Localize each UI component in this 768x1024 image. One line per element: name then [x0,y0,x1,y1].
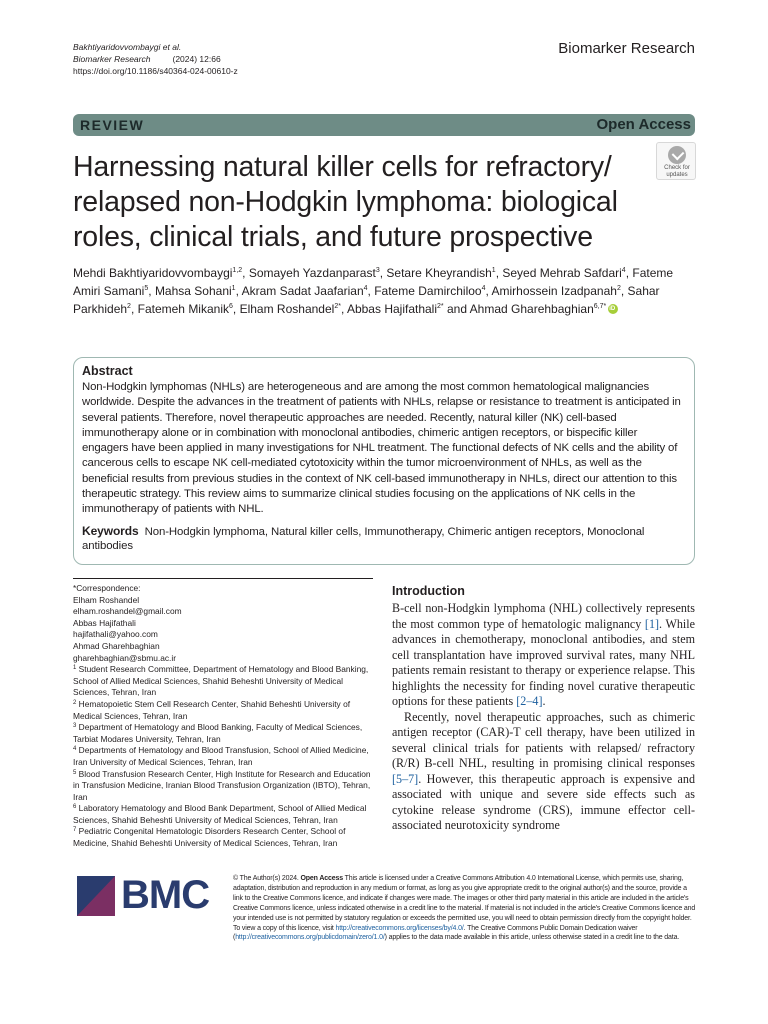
journal-name: Biomarker Research [558,40,695,57]
affiliation-list [73,664,373,850]
author-name[interactable]: Abbas Hajifathali$^{2*}$ [346,302,444,316]
correspondence-line[interactable]: gharehbaghian@sbmu.ac.ir [73,652,177,663]
citation-link[interactable]: [1] [644,616,660,631]
orcid-icon[interactable] [608,304,618,314]
author-name[interactable]: Somayeh Yazdanparast$^3$ [248,266,380,280]
correspondence-contacts [73,595,373,665]
author-list: Mehdi Bakhtiyaridovvombaygi$^{1,2}$, Somayeh Yazdanparast$^3$, Setare Kheyrandish$^1$, Seyed Mehrab Safdari$^4$, Fateme Amiri Samani$^5$, Mahsa Sohani$^1$, Akram Sadat Jaafarian$^4$, Fateme Damirchiloo$^4$, Amirhossein Izadpanah$^2$, Sahar Parkhideh$^2$, Fatemeh Mikanik$^6$, Elham Roshandel$^{2*}$, Abbas Hajifathali$^{2*}$ and Ahmad Gharehbaghian$^{6,7*}$iD [73,264,698,318]
author-affiliation-ref: 1 [491,267,496,274]
abstract-text: Non-Hodgkin lymphomas (NHLs) are heterogeneous and are among the most common hematological malignancies worldwide. Despite the advances in the treatment of patients with NHLs, relapse or resistance to treatment is anticipated in several patients. Therefore, novel therapeutic approaches are needed. Recently, natural killer (NK) cell-based immunotherapy alone or in combination with monoclonal antibodies, chimeric antigen receptors, or bispecific killer engagers have been applied in many investigations for NHL treatment. The functional defects of NK cells and the ability of cancerous cells to escape NK cell-mediated cytotoxicity within the tumor microenvironment of NHLs, as well as the beneficial results from previous studies in the context of NK cell-based immunotherapy in NHLs, direct our attention to this therapeutic strategy. This review aims to summarize clinical studies focusing on the applications of NK cells in the immunotherapy of patients with NHL. [82,381,681,516]
author-affiliation-ref: 4 [621,267,626,274]
affiliation-item: $^7$ Pediatric Congenital Hematologic Disorders Research Center, School of Medicine, Shahid Beheshti University of Medical Sciences, Tehran, Iran [73,826,346,849]
check-updates-line1: Check for [664,165,690,171]
affiliation-number: 2 [73,699,77,706]
correspondence-line: Elham Roshandel [73,594,140,605]
author-name[interactable]: Elham Roshandel$^{2*}$ [239,302,341,316]
author-name[interactable]: Mahsa Sohani$^1$ [154,284,236,298]
author-name[interactable]: Akram Sadat Jaafarian$^4$ [241,284,368,298]
author-name[interactable]: Ahmad Gharehbaghian$^{6,7*}$ [469,302,607,316]
article-type-banner [73,114,695,136]
affiliation-item: $^2$ Hematopoietic Stem Cell Research Center, Shahid Beheshti University of Medical Sciences, Tehran, Iran [73,698,351,721]
license-link[interactable]: http://creativecommons.org/licenses/by/4.0/ [335,924,464,932]
header-doi[interactable]: https://doi.org/10.1186/s40364-024-00610-z [73,66,238,76]
author-affiliation-ref: 4 [481,285,486,292]
introduction-paragraph-2: Recently, novel therapeutic approaches, such as chimeric antigen receptor (CAR)-T cell therapy, have been utilized in several clinical trials for patients with relapsed/ refractory (R/R) B-cell NHL, resulting in promising clinical responses [5–7]. However, this therapeutic approach is expensive and associated with unique and severe side effects such as cytokine release syndrome (CRS), immune effector cell-associated neurotoxicity syndrome [392,709,695,832]
check-updates-line2: updates [666,172,688,178]
license-statement: © The Author(s) 2024. Open Access This article is licensed under a Creative Commons Attribution 4.0 International License, which permits use, sharing, adaptation, distribution and reproduction in any medium or format, as long as you give appropriate credit to the original author(s) and the source, provide a link to the Creative Commons licence, and indicate if changes were made. The images or other third party material in this article are included in the article's Creative Commons licence, unless indicated otherwise in a credit line to the material. If material is not included in the article's Creative Commons licence and your intended use is not permitted by statutory regulation or exceeds the permitted use, you will need to obtain permission directly from the copyright holder. To view a copy of this licence, visit http://creativecommons.org/licenses/by/4.0/. The Creative Commons Public Domain Dedication waiver (http://creativecommons.org/publicdomain/zero/1.0/) applies to the data made available in this article, unless otherwise stated in a credit line to the data. [233,875,696,942]
author-name[interactable]: Amirhossein Izadpanah$^2$ [491,284,621,298]
header-journal: Biomarker Research [73,54,151,64]
author-affiliation-ref: 4 [363,285,368,292]
affiliation-item: $^1$ Student Research Committee, Department of Hematology and Blood Banking, School of Allied Medical Sciences, Shahid Beheshti University of Medical Sciences, Tehran, Iran [73,664,369,698]
author-affiliation-ref: 6 [229,303,233,310]
abstract-box [73,357,695,565]
affiliation-number: 3 [73,723,77,730]
check-updates-icon [668,146,686,164]
public-domain-link[interactable]: http://creativecommons.org/publicdomain/zero/1.0/ [235,934,385,942]
check-for-updates-badge[interactable] [656,142,696,180]
author-conjunction: and [443,302,470,316]
open-access-label: Open Access [596,116,691,133]
introduction-section [392,584,695,834]
bmc-logo [77,873,217,920]
author-affiliation-ref: 2 [616,285,621,292]
author-name[interactable]: Sahar Parkhideh$^2$ [73,284,660,316]
affiliation-number: 4 [73,746,77,753]
introduction-heading: Introduction [392,584,465,598]
correspondence-line[interactable]: elham.roshandel@gmail.com [73,606,182,617]
affiliation-number: 5 [73,769,77,776]
affiliation-item: $^6$ Laboratory Hematology and Blood Bank Department, School of Allied Medical Sciences, Shahid Beheshti University of Medical Sciences, Tehran, Iran [73,803,367,825]
bmc-logo-text: BMC [121,873,210,917]
keywords-text: Non-Hodgkin lymphoma, Natural killer cells, Immunotherapy, Chimeric antigen receptors, Monoclonal antibodies [82,525,645,552]
affiliation-item: $^5$ Blood Transfusion Research Center, High Institute for Research and Education in Transfusion Medicine, Iranian Blood Transfusion Organization (IBTO), Tehran, Iran [73,768,371,802]
correspondence-label: *Correspondence: [73,583,141,593]
affiliation-item: $^3$ Department of Hematology and Blood Banking, Faculty of Medical Sciences, Tarbiat Modares University, Tehran, Iran [73,722,363,744]
affiliation-number: 7 [73,827,77,834]
keywords-label: Keywords [82,523,139,538]
license-open-access: Open Access [300,875,343,882]
author-name[interactable]: Fateme Amiri Samani$^5$ [73,266,674,298]
author-name[interactable]: Mehdi Bakhtiyaridovvombaygi$^{1,2}$ [73,266,243,280]
author-affiliation-ref: 3 [375,267,380,274]
header-authors: Bakhtiyaridovvombaygi et al. [73,42,182,52]
author-name[interactable]: Fateme Damirchiloo$^4$ [374,284,486,298]
citation-link[interactable]: [2–4] [516,694,543,708]
author-affiliation-ref: 6,7* [593,303,607,310]
header-year-volume: (2024) 12:66 [172,54,221,64]
author-affiliation-ref: 1,2 [232,267,243,274]
author-affiliation-ref: 1 [231,285,236,292]
introduction-paragraph-1: B-cell non-Hodgkin lymphoma (NHL) collectively represents the most common type of hematologic malignancy [1]. While advances in chemotherapy, monoclonal antibodies, and stem cell transplantation have improved survival rates, many NHL patients remain resistant to therapy or experience relapse. This highlights the necessity for finding novel curative therapeutic options for these patients [2–4]. [392,601,695,708]
bmc-logo-mark-icon [77,876,115,916]
affiliation-number: 6 [73,804,77,811]
correspondence-line: Abbas Hajifathali [73,617,136,628]
author-name[interactable]: Seyed Mehrab Safdari$^4$ [502,266,626,280]
article-title: Harnessing natural killer cells for refractory/ relapsed non-Hodgkin lymphoma: biological roles, clinical trials, and future prospective [73,151,618,253]
keywords [82,524,686,553]
author-affiliation-ref: 2 [127,303,131,310]
running-header [73,41,238,77]
article-type-label: REVIEW [80,117,145,133]
author-name[interactable]: Setare Kheyrandish$^1$ [386,266,496,280]
author-affiliation-ref: 5 [144,285,149,292]
citation-link[interactable]: [5–7] [392,771,419,786]
correspondence-line: Ahmad Gharehbaghian [73,640,160,651]
author-name[interactable]: Fatemeh Mikanik$^6$ [137,302,233,316]
author-affiliation-ref: 2* [334,303,341,310]
affiliation-number: 1 [73,665,77,672]
abstract-heading: Abstract [82,364,133,378]
correspondence-line[interactable]: hajifathali@yahoo.com [73,629,158,640]
author-affiliation-ref: 2* [437,303,444,310]
header-citation [73,53,238,65]
affiliation-item: $^4$ Departments of Hematology and Blood Transfusion, School of Allied Medicine, Iran University of Medical Sciences, Tehran, Iran [73,745,369,767]
correspondence-footnote [73,578,373,850]
